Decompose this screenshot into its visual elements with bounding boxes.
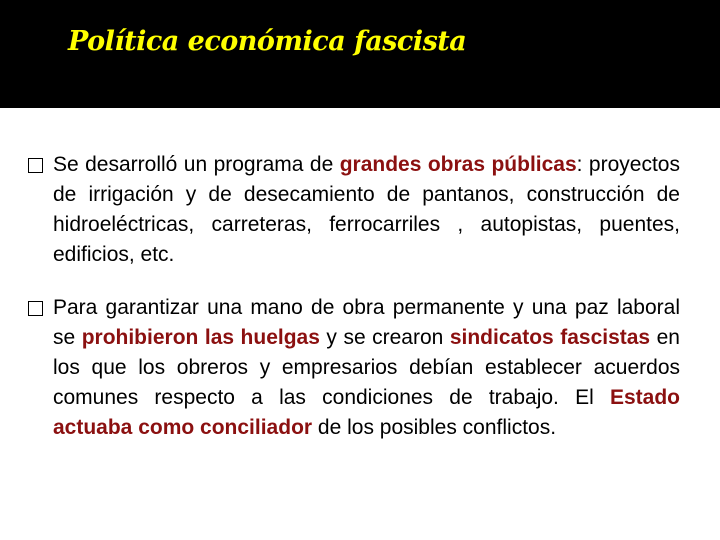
title-bar [0,0,720,108]
bullet-text: de los posibles conflictos. [312,416,557,439]
bullet-text: en los que los obreros y empresarios debían establecer acuerdos comunes respecto a las condiciones de trabajo. El [53,326,680,409]
bullet-text: : proyectos de irrigación y de desecamiento de pantanos, construcción de hidroeléctricas, carreteras, ferrocarriles , autopistas, puentes, edificios, etc. [53,153,680,266]
highlight-estado: Estado actuaba como conciliador [53,386,680,439]
highlight-sindicatos: sindicatos fascistas [449,326,651,349]
square-bullet-icon [28,301,43,316]
square-bullet-icon [28,158,43,173]
bullet-text: Se desarrolló un programa de [53,153,340,176]
bullet-text: y se crearon [319,326,450,349]
bullet-item-labor [28,293,680,443]
bullet-text: Para garantizar una mano de obra permanente y una paz laboral se [53,296,680,349]
highlight-huelgas: prohibieron las huelgas [81,326,320,349]
bullet-list [28,150,680,443]
slide-title: Política económica fascista [68,26,467,57]
bullet-item-public-works [28,150,680,270]
highlight-grandes-obras: grandes obras públicas [339,153,577,176]
